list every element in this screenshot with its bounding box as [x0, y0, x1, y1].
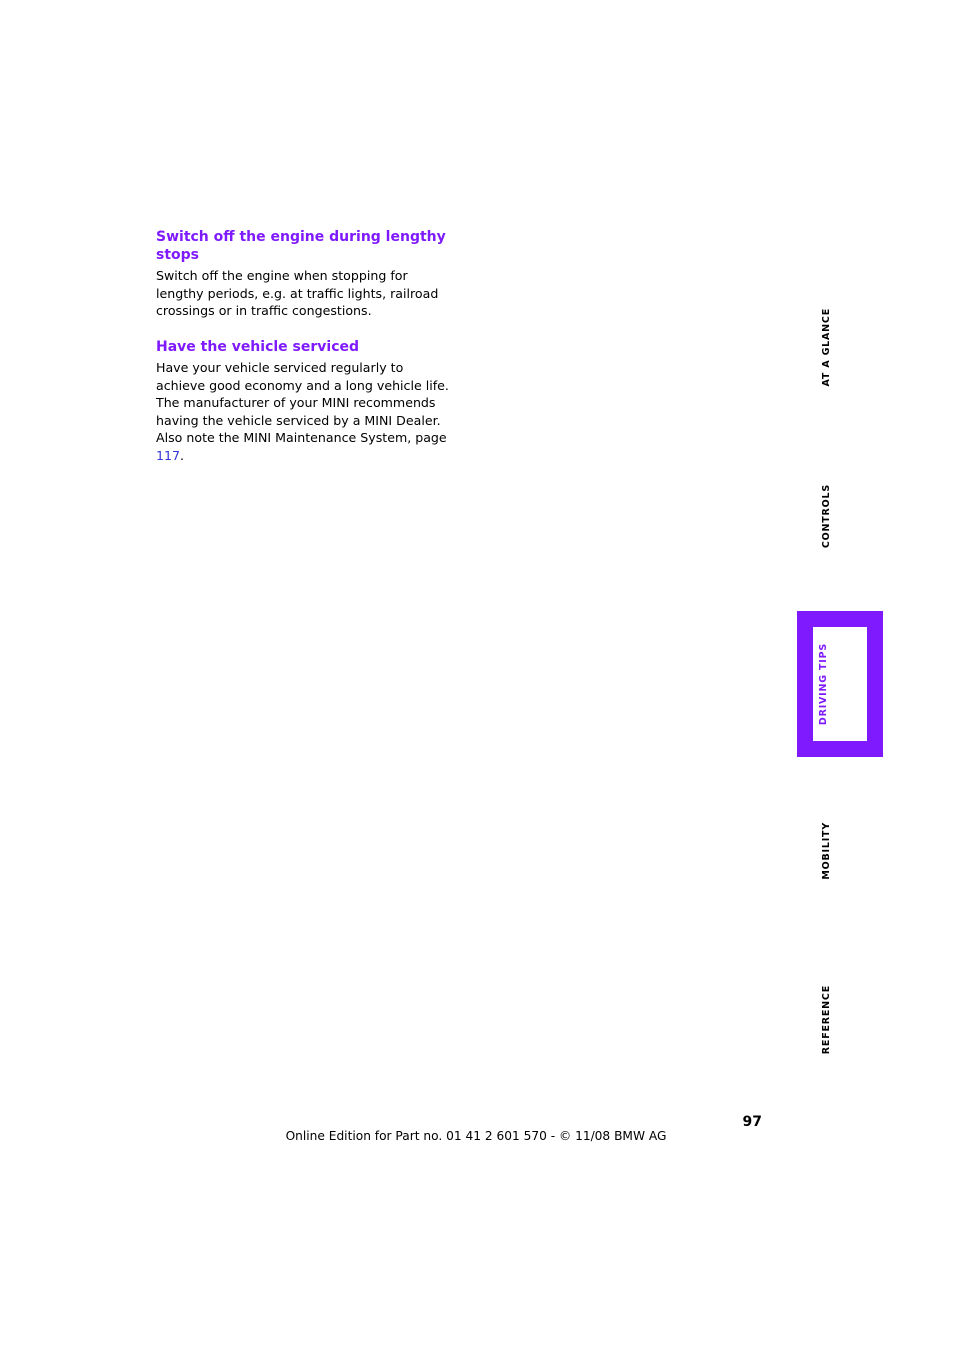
- tab-driving-tips-inner: [813, 627, 867, 741]
- footer-edition-note: Online Edition for Part no. 01 41 2 601 570 - © 11/08 BMW AG: [285, 1129, 667, 1143]
- tab-reference[interactable]: [808, 980, 844, 1060]
- section-body-engine-off: Switch off the engine when stopping for lengthy periods, e.g. at traffic lights, railroad crossings or in traffic congestions.: [156, 268, 439, 318]
- tab-label-at-a-glance: AT A GLANCE: [820, 307, 832, 387]
- section-heading-service: Have the vehicle serviced: [156, 338, 360, 355]
- main-content: [156, 229, 456, 464]
- section-body-service: [156, 359, 456, 464]
- service-text-end: .: [180, 447, 185, 463]
- tab-label-driving-tips: DRIVING TIPS: [818, 642, 829, 726]
- tab-label-controls: CONTROLS: [820, 483, 832, 549]
- service-text: Have your vehicle serviced regularly to achieve good economy and a long vehicle life. The manufacturer of your MINI recommends having the vehicle serviced by a MINI Dealer. Also note the MINI Maintenance System, page: [156, 360, 449, 445]
- tab-mobility[interactable]: [808, 812, 844, 890]
- tab-driving-tips[interactable]: [797, 611, 883, 757]
- tab-at-a-glance[interactable]: [808, 300, 844, 394]
- tab-controls[interactable]: [808, 476, 844, 556]
- tab-label-mobility: MOBILITY: [820, 822, 832, 880]
- section-heading-engine-off: Switch off the engine during lengthy stops: [156, 229, 446, 263]
- tab-label-reference: REFERENCE: [820, 985, 832, 1055]
- page-number: 97: [742, 1114, 762, 1130]
- page-reference-link[interactable]: 117: [156, 447, 181, 463]
